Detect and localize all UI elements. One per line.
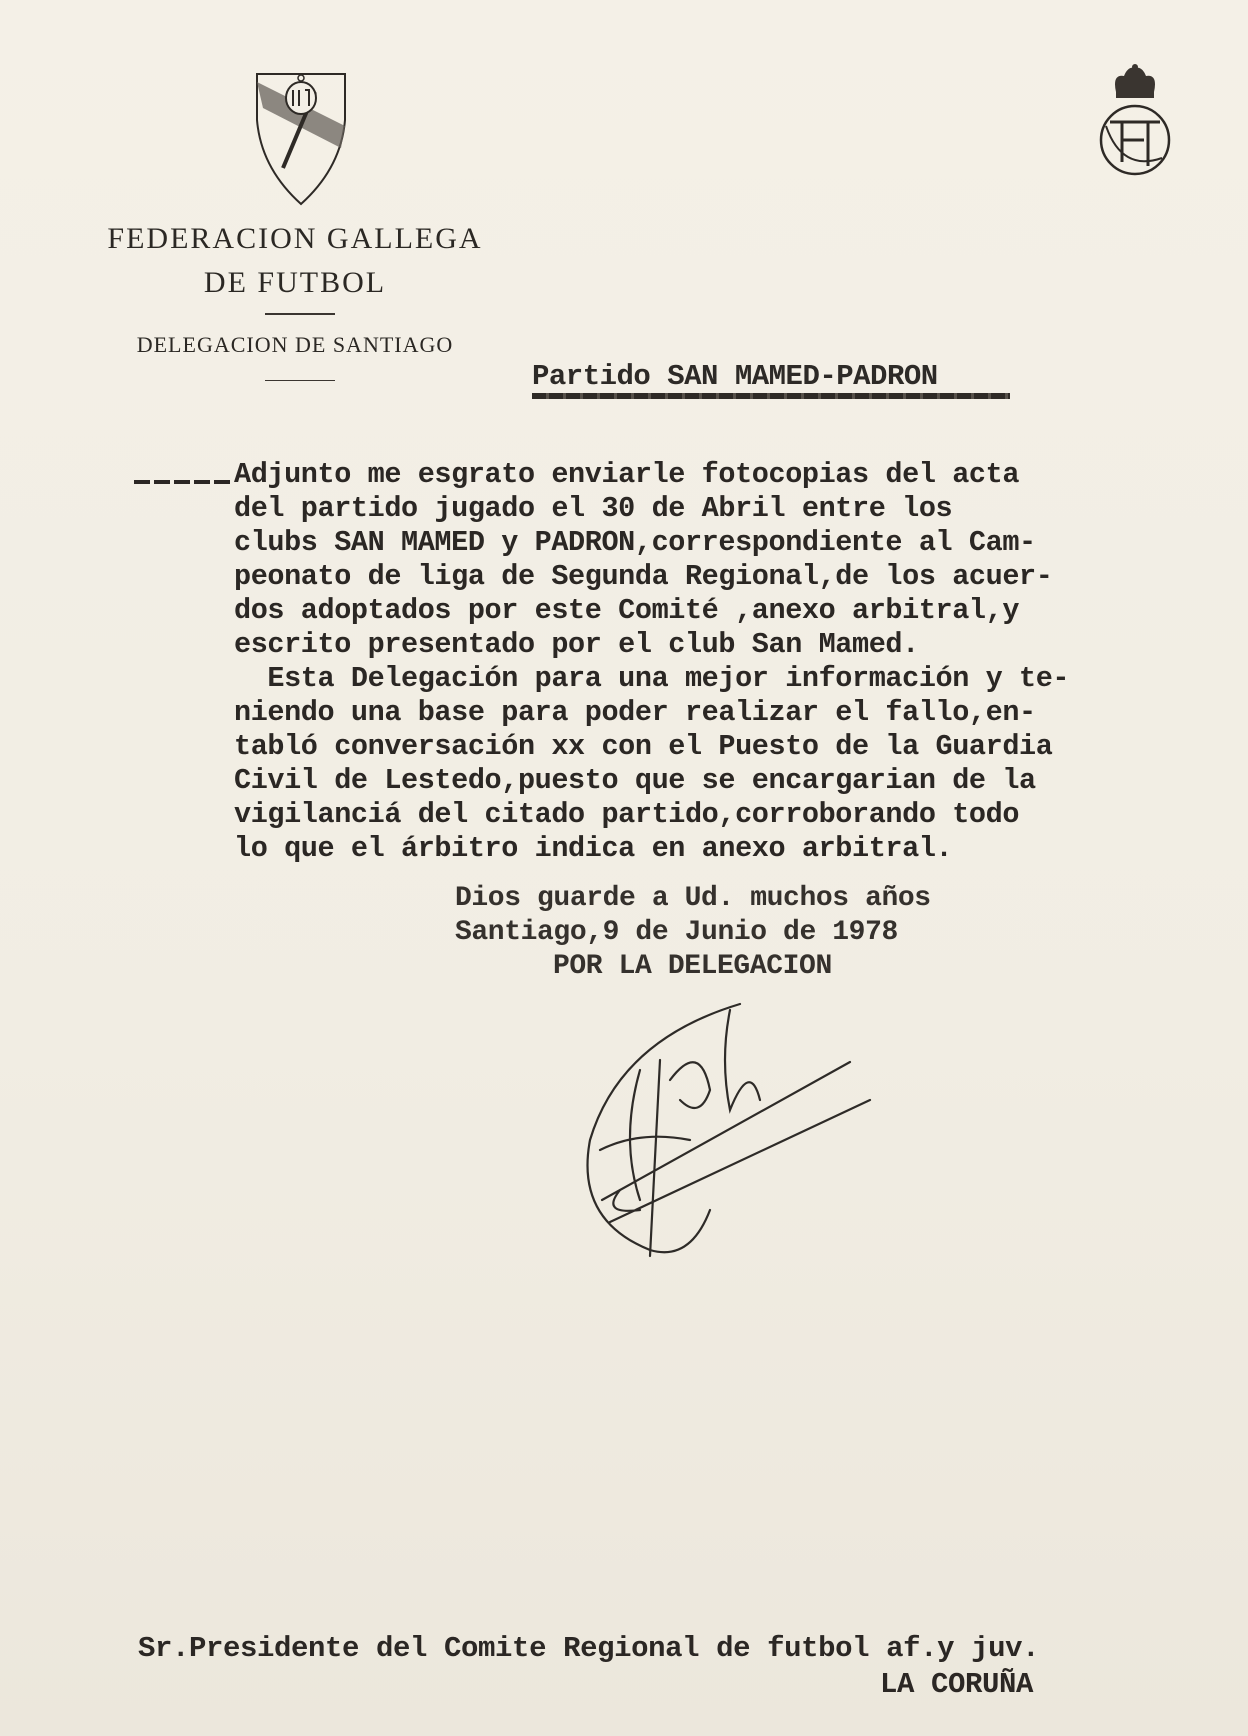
organization-name-line2: DE FUTBOL bbox=[203, 266, 387, 299]
body-line: lo que el árbitro indica en anexo arbitral. bbox=[234, 832, 953, 865]
body-line: del partido jugado el 30 de Abril entre los bbox=[234, 492, 953, 525]
crowned-rfef-crest-icon bbox=[1092, 62, 1178, 182]
closing-salutation: Dios guarde a Ud. muchos años bbox=[455, 883, 931, 914]
body-line: vigilanciá del citado partido,corroborando todo bbox=[234, 798, 1020, 831]
paragraph-dash-leader bbox=[134, 480, 234, 484]
organization-name-line1: FEDERACION GALLEGA bbox=[107, 222, 483, 255]
letter-body bbox=[234, 458, 1224, 866]
closing-signatory: POR LA DELEGACION bbox=[553, 951, 832, 982]
subject-underline bbox=[532, 393, 1010, 399]
federacion-gallega-shield-icon bbox=[253, 68, 349, 208]
handwritten-signature bbox=[580, 1000, 880, 1270]
body-line: Civil de Lestedo,puesto que se encargarian de la bbox=[234, 764, 1036, 797]
recipient-city: LA CORUÑA bbox=[880, 1668, 1034, 1701]
body-line: clubs SAN MAMED y PADRON,correspondiente al Cam- bbox=[234, 526, 1036, 559]
body-line: Adjunto me esgrato enviarle fotocopias del acta bbox=[234, 458, 1020, 491]
delegation-name: DELEGACION DE SANTIAGO bbox=[136, 332, 454, 357]
body-line: dos adoptados por este Comité ,anexo arbitral,y bbox=[234, 594, 1020, 627]
recipient-line: Sr.Presidente del Comite Regional de futbol af.y juv. bbox=[138, 1632, 1040, 1665]
letterhead-divider bbox=[265, 380, 335, 381]
closing-place-date: Santiago,9 de Junio de 1978 bbox=[455, 917, 898, 948]
body-line: tabló conversación xx con el Puesto de la Guardia bbox=[234, 730, 1053, 763]
body-line: escrito presentado por el club San Mamed. bbox=[234, 628, 919, 661]
letterhead-divider bbox=[265, 313, 335, 315]
subject-heading: Partido SAN MAMED-PADRON bbox=[532, 360, 938, 393]
body-line: niendo una base para poder realizar el fallo,en- bbox=[234, 696, 1036, 729]
body-line: peonato de liga de Segunda Regional,de los acuer- bbox=[234, 560, 1053, 593]
body-line: Esta Delegación para una mejor información y te- bbox=[234, 662, 1070, 695]
